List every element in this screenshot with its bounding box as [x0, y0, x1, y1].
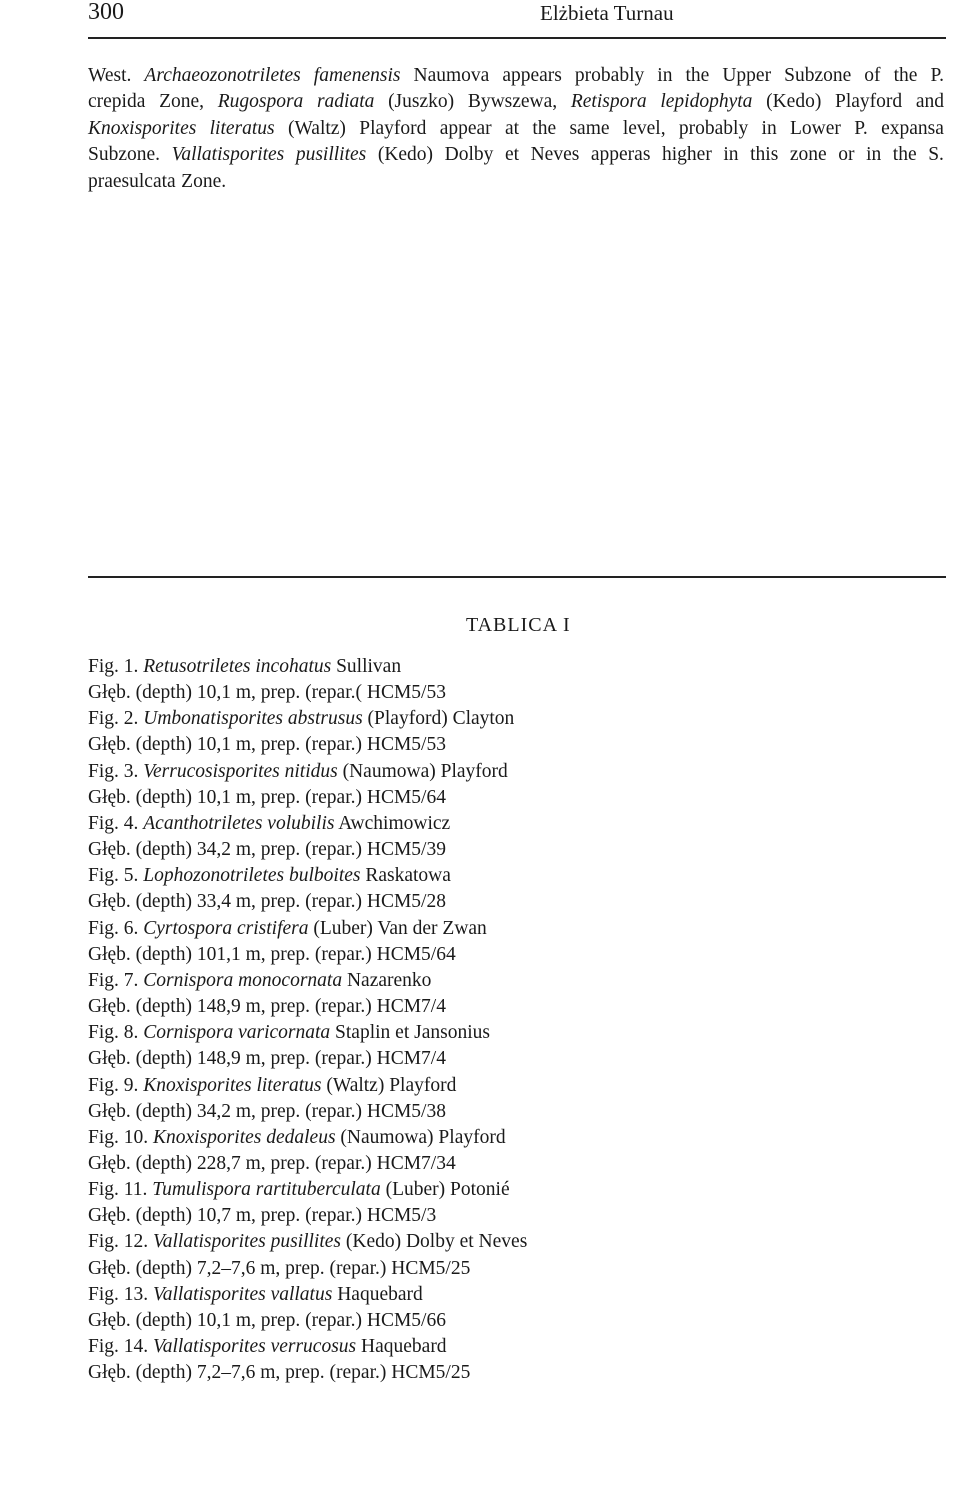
species-name-word: Archaeozonotriletes: [144, 65, 301, 86]
paragraph-word: P.: [930, 65, 944, 86]
figure-number: Fig. 12.: [88, 1231, 154, 1253]
figure-caption: [88, 1282, 688, 1308]
page-number: 300: [88, 0, 124, 25]
paragraph-word: the: [685, 65, 710, 86]
figure-number: Fig. 10.: [88, 1126, 154, 1148]
figure-sample-info: Głęb. (depth) 10,1 m, prep. (repar.) HCM5/66: [88, 1309, 446, 1331]
figure-number: Fig. 9.: [88, 1074, 144, 1096]
paragraph-word: crepida: [88, 91, 146, 113]
paragraph-word: (Kedo): [377, 144, 434, 166]
figure-number: Fig. 6.: [88, 917, 144, 939]
figure-sample-info: Głęb. (depth) 101,1 m, prep. (repar.) HCM5/64: [88, 943, 456, 965]
figure-captions: [88, 654, 688, 1386]
paragraph-word: apperas: [590, 144, 651, 166]
figure-number: Fig. 2.: [88, 708, 144, 730]
species-name-word: Knoxisporites: [88, 117, 197, 139]
species-author: (Luber) Van der Zwan: [308, 917, 487, 939]
paragraph-word: Subzone: [784, 65, 852, 86]
species-name: Acanthotriletes volubilis: [143, 812, 335, 834]
figure-sample-info: Głęb. (depth) 10,7 m, prep. (repar.) HCM5/3: [88, 1205, 437, 1227]
figure-sample-info: Głęb. (depth) 10,1 m, prep. (repar.( HCM5/53: [88, 682, 446, 704]
species-author: Haquebard: [332, 1283, 423, 1305]
running-head-author: Elżbieta Turnau: [540, 1, 674, 25]
species-name: Knoxisporites dedaleus: [153, 1126, 336, 1148]
paragraph-word: S.: [928, 144, 944, 166]
figure-sample-info: Głęb. (depth) 148,9 m, prep. (repar.) HCM7/4: [88, 996, 446, 1018]
paragraph-word: higher: [662, 144, 712, 166]
figure-caption: [88, 1125, 688, 1151]
figure-sample-info: Głęb. (depth) 34,2 m, prep. (repar.) HCM5/39: [88, 839, 446, 861]
paragraph-word: Lower: [790, 117, 841, 139]
paragraph-line: [88, 169, 944, 195]
paragraph-line: [88, 89, 944, 115]
paragraph-word: (Juszko): [388, 91, 455, 113]
figure-number: Fig. 5.: [88, 865, 144, 887]
paragraph-word: Playford: [835, 91, 903, 113]
figure-caption: [88, 1229, 688, 1255]
paragraph-word: appears: [502, 65, 562, 86]
species-author: (Naumowa) Playford: [337, 760, 508, 782]
paragraph-word: zone: [789, 144, 827, 166]
paragraph-word: in: [761, 117, 777, 139]
paragraph-word: P.: [854, 117, 868, 139]
paragraph-word: (Kedo): [766, 91, 822, 113]
paragraph-word: in: [657, 65, 673, 86]
figure-sample-info: Głęb. (depth) 7,2–7,6 m, prep. (repar.) HCM5/25: [88, 1257, 471, 1279]
figure-caption: [88, 811, 688, 837]
paragraph-word: Neves: [530, 144, 580, 166]
paragraph-word: the: [892, 144, 917, 166]
paragraph-word: Bywszewa,: [467, 91, 558, 113]
figure-sample-info: Głęb. (depth) 228,7 m, prep. (repar.) HCM7/34: [88, 1152, 456, 1174]
page-header: [88, 0, 946, 38]
figure-caption: [88, 916, 688, 942]
species-name-word: pusillites: [295, 144, 367, 166]
species-name: Lophozonotriletes bulboites: [143, 865, 361, 887]
figure-caption: [88, 968, 688, 994]
species-name-word: famenensis: [313, 65, 401, 86]
species-name: Umbonatisporites abstrusus: [143, 708, 363, 730]
species-author: (Kedo) Dolby et Neves: [341, 1231, 528, 1253]
species-author: Nazarenko: [342, 969, 432, 991]
paragraph-word: Zone,: [159, 91, 205, 113]
paragraph-line: [88, 116, 944, 142]
species-name: Tumulispora rartituberculata: [152, 1179, 381, 1201]
paragraph-word: this: [750, 144, 779, 166]
figure-sample-info: Głęb. (depth) 148,9 m, prep. (repar.) HCM7/4: [88, 1048, 446, 1070]
paragraph-word: in: [723, 144, 739, 166]
species-name: Verrucosisporites nitidus: [143, 760, 338, 782]
species-name: Cornispora monocornata: [143, 969, 343, 991]
figure-caption: [88, 1177, 688, 1203]
figure-caption: [88, 1334, 688, 1360]
species-name-word: Vallatisporites: [171, 144, 285, 166]
paragraph-word: Zone.: [181, 170, 227, 192]
figure-sample-info: Głęb. (depth) 10,1 m, prep. (repar.) HCM5/53: [88, 734, 446, 756]
species-author: Raskatowa: [360, 865, 451, 887]
figure-sample-info: Głęb. (depth) 10,1 m, prep. (repar.) HCM5/64: [88, 786, 446, 808]
figure-sample-info: Głęb. (depth) 33,4 m, prep. (repar.) HCM5/28: [88, 891, 446, 913]
figure-caption: [88, 1020, 688, 1046]
figure-number: Fig. 13.: [88, 1283, 154, 1305]
paragraph-word: praesulcata: [88, 170, 176, 192]
species-name: Vallatisporites verrucosus: [153, 1336, 357, 1358]
intro-paragraph: [88, 63, 944, 195]
paragraph-word: expansa: [881, 117, 944, 139]
paragraph-word: of: [864, 65, 881, 86]
paragraph-word: et: [504, 144, 520, 166]
paragraph-word: probably: [574, 65, 645, 86]
paragraph-word: level,: [622, 117, 666, 139]
paragraph-word: Playford: [359, 117, 427, 139]
species-name: Cyrtospora cristifera: [143, 917, 309, 939]
figure-number: Fig. 11.: [88, 1179, 153, 1201]
figure-sample-info: Głęb. (depth) 7,2–7,6 m, prep. (repar.) HCM5/25: [88, 1362, 471, 1384]
species-name: Vallatisporites pusillites: [153, 1231, 341, 1253]
paragraph-word: in: [866, 144, 882, 166]
species-author: Sullivan: [331, 656, 402, 677]
paragraph-word: Dolby: [444, 144, 494, 166]
species-name: Knoxisporites literatus: [143, 1074, 322, 1096]
species-author: (Playford) Clayton: [362, 708, 515, 730]
paragraph-word: the: [893, 65, 918, 86]
paragraph-word: and: [915, 91, 944, 113]
species-name-word: lepidophyta: [660, 91, 753, 113]
figure-sample-info: Głęb. (depth) 34,2 m, prep. (repar.) HCM5/38: [88, 1100, 446, 1122]
header-rule: [88, 37, 946, 39]
paragraph-word: Upper: [722, 65, 772, 86]
species-name-word: Rugospora: [217, 91, 304, 113]
species-name: Cornispora varicornata: [143, 1022, 331, 1044]
paragraph-word: West.: [88, 65, 132, 86]
figure-number: Fig. 14.: [88, 1336, 154, 1358]
species-author: (Luber) Potonié: [380, 1179, 510, 1201]
figure-caption: [88, 706, 688, 732]
plate-title: TABLICA I: [466, 614, 571, 636]
paragraph-word: at: [504, 117, 520, 139]
species-author: Staplin et Jansonius: [330, 1022, 490, 1044]
figure-number: Fig. 1.: [88, 656, 144, 677]
species-author: (Naumowa) Playford: [335, 1126, 506, 1148]
species-name-word: radiata: [316, 91, 375, 113]
figure-number: Fig. 8.: [88, 1022, 144, 1044]
figure-caption: [88, 1073, 688, 1099]
paragraph-word: (Waltz): [287, 117, 346, 139]
paragraph-word: probably: [678, 117, 749, 139]
species-name: Vallatisporites vallatus: [153, 1283, 333, 1305]
paragraph-line: [88, 142, 944, 168]
species-name-word: literatus: [209, 117, 275, 139]
species-name: Retusotriletes incohatus: [143, 656, 332, 677]
species-name-word: Retispora: [570, 91, 647, 113]
paragraph-word: Naumova: [413, 65, 490, 86]
paragraph-line: [88, 63, 944, 89]
species-author: (Waltz) Playford: [321, 1074, 457, 1096]
species-author: Haquebard: [356, 1336, 447, 1358]
paragraph-word: or: [838, 144, 855, 166]
figure-number: Fig. 3.: [88, 760, 144, 782]
paragraph-word: same: [569, 117, 610, 139]
paragraph-word: Subzone.: [88, 144, 161, 166]
figure-number: Fig. 4.: [88, 812, 144, 834]
figure-caption: [88, 654, 688, 680]
paragraph-word: appear: [439, 117, 492, 139]
species-author: Awchimowicz: [334, 812, 451, 834]
figure-caption: [88, 759, 688, 785]
figure-number: Fig. 7.: [88, 969, 144, 991]
figure-caption: [88, 863, 688, 889]
paragraph-word: the: [532, 117, 557, 139]
plate-divider-rule: [88, 576, 946, 578]
